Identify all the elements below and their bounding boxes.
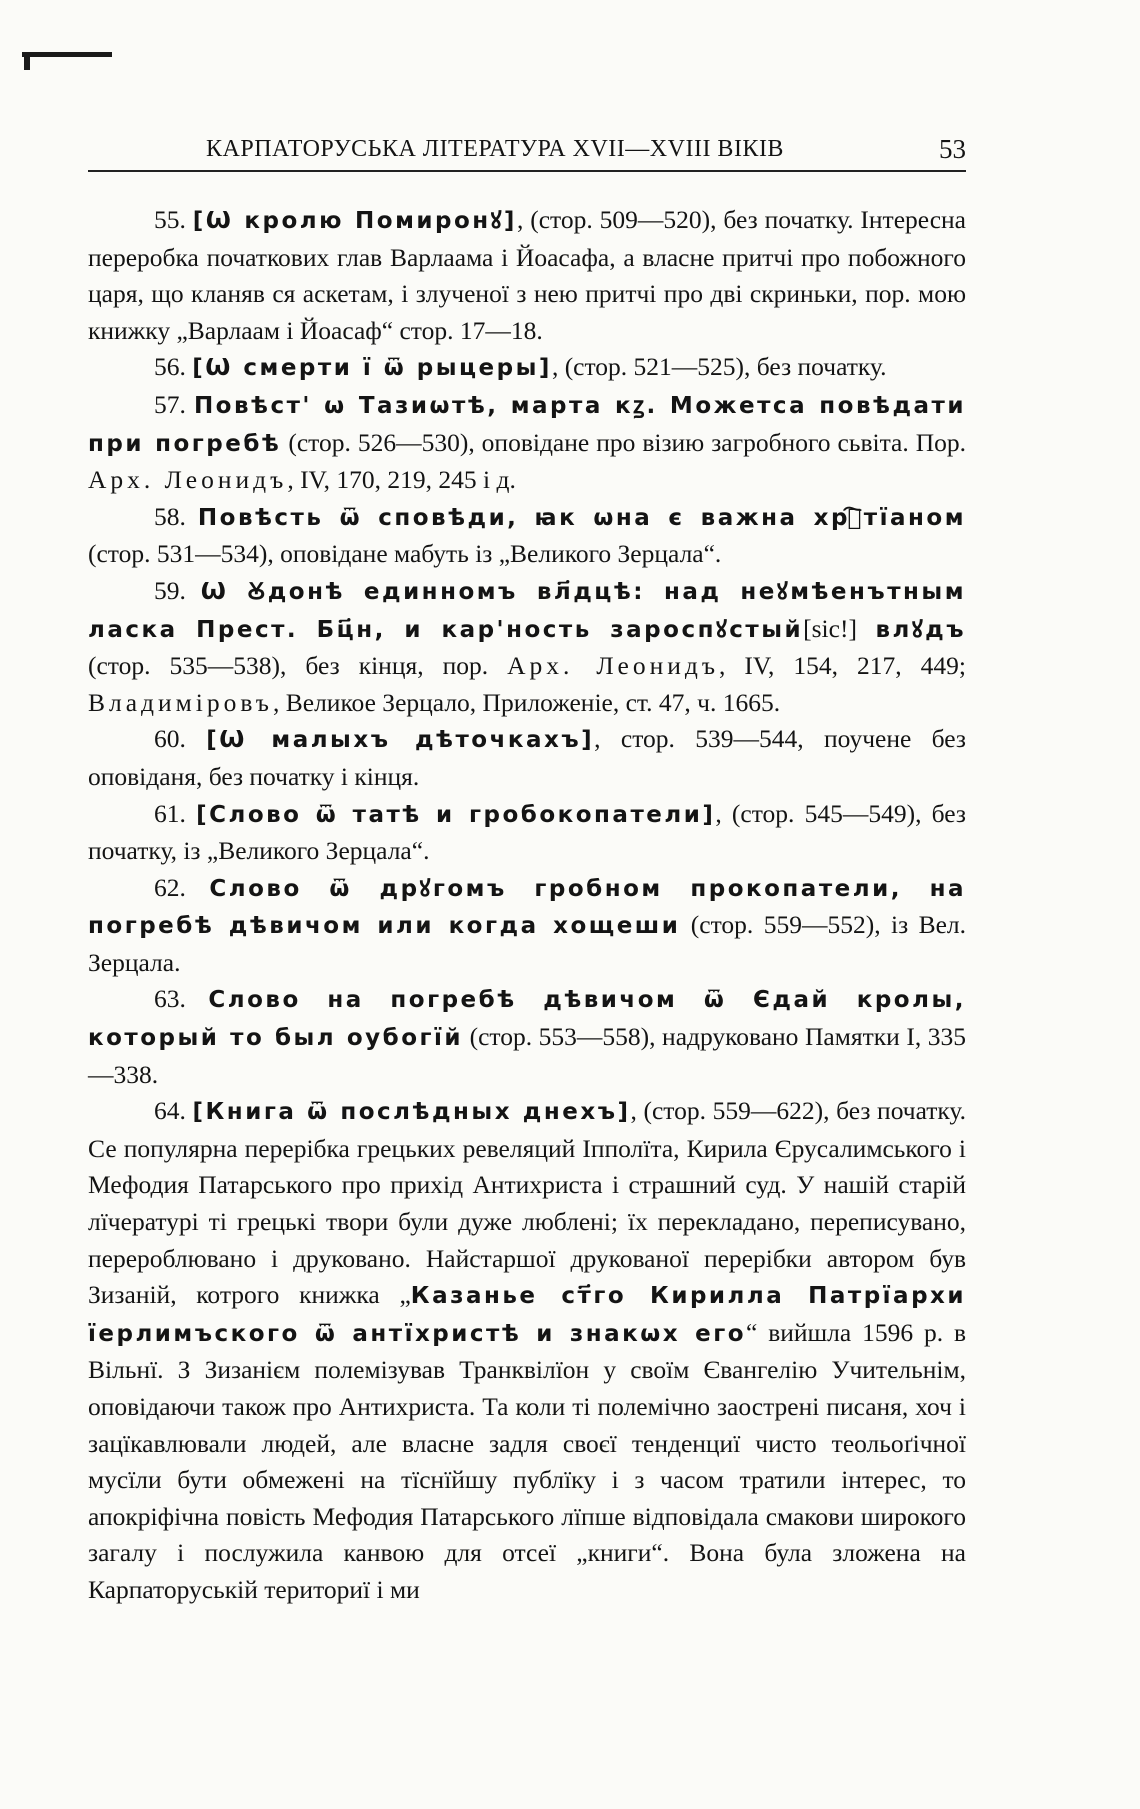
page-number: 53	[939, 134, 966, 164]
entry-64	[88, 1093, 966, 1608]
entry-60	[88, 721, 966, 795]
entry-text-continued: “ вийшла 1596 р. в Вільнї. З Зизанієм полемізував Транквілїон у своїм Євангелію Учительнім, оповідаючи також про Антихриста. Та коли ті полемічно заострені писаня, хоч і зацїкавлювали людей, але власне задля своєї тенденциї чисто теольоґічної мусїли бути обмежені на тїснїйшу публїку і з часом тратили інтерес, то апокріфічна повість Мефодия Патарського лїпше відповідала смакови широкого загалу і послужила канвою для отсеї „книги“. Вона була зложена на Карпаторуській териториї і ми	[88, 1317, 966, 1604]
entry-heading: [Книга ѿ послѣдных днехъ]	[192, 1099, 631, 1126]
entry-63	[88, 981, 966, 1093]
entry-text: , (стор. 559—622), без початку. Се популярна перерібка грецьких ревеляций Іпполїта, Кирила Єрусалимського і Мефодия Патарського про прихід Антихриста і страшний суд. У нашій старій лїчературі ті грецькі твори були дуже люблені; їх перекладано, переписувано, перероблювано і друковано. Найстаршої друкованої перерібки автором був Зизаній, котрого книжка „	[88, 1096, 967, 1310]
corner-tick	[24, 52, 30, 70]
entry-text: , (стор. 509—520), без початку. Інтересна переробка початкових глав Варлаама і Йоасафа, а власне притчі про побожного царя, що кланяв ся аскетам, і злученої з нею притчі про дві скриньки, пор. мою книжку „Варлаам і Йоасаф“ стор. 17—18.	[88, 205, 967, 345]
page	[88, 130, 966, 1609]
author-name-second: Владиміровъ	[88, 687, 273, 717]
entry-heading: Повѣст' ѡ Тазиѡтѣ, марта кꙁ. Можетса повѣдати при погребѣ	[88, 392, 966, 457]
corner-rule	[22, 52, 112, 57]
entry-text: (стор. 531—534), оповідане мабуть із „Великого Зерцала“.	[88, 539, 722, 569]
entry-61	[88, 796, 966, 870]
entry-text: (стор. 553—558), надруковано Памятки І, 335—338.	[88, 1022, 966, 1089]
entry-number: 62.	[154, 872, 186, 902]
entry-text: (стор. 535—538), без кінця, пор.	[88, 651, 508, 681]
entry-number: 59.	[154, 575, 186, 605]
entry-heading: [Ѡ малыхъ дѣточкахъ]	[206, 727, 595, 754]
entry-number: 58.	[154, 501, 186, 531]
entry-number: 60.	[154, 724, 186, 754]
entry-number: 61.	[154, 798, 186, 828]
entry-heading: [Ѡ кролю Помиронꙋ]	[192, 208, 517, 234]
entry-56	[88, 349, 966, 387]
entry-text-end: , Великое Зерцало, Приложеніе, ст. 47, ч. 1665.	[273, 687, 781, 717]
entry-number: 55.	[154, 205, 186, 234]
entry-heading-continued: влꙋдъ	[856, 616, 966, 643]
entry-heading: Слово на погребѣ дѣвичом ѿ Єдай кролы, который то был оубогїй	[88, 987, 966, 1052]
entry-list	[88, 202, 966, 1609]
entry-57	[88, 387, 966, 499]
entry-heading: [Ѡ смерти ї ѿ рыцеры]	[192, 355, 552, 382]
author-name: Арх. Леонидъ	[507, 651, 720, 681]
entry-number: 64.	[154, 1096, 186, 1126]
entry-heading: Слово ѿ дрꙋгомъ гробном прокопатели, на погребѣ дѣвичом или когда хощеши	[88, 875, 966, 940]
entry-text: (стор. 526—530), оповідане про візию загробного сьвіта. Пор.	[281, 427, 967, 457]
entry-number: 57.	[154, 389, 186, 419]
entry-heading: [Слово ѿ татѣ и гробокопатели]	[196, 801, 716, 828]
entry-heading: Повѣсть ѿ сповѣди, ꙗк ѡна є важна хрⷭ҇тїаном	[197, 504, 966, 531]
entry-62	[88, 870, 966, 982]
running-head	[88, 130, 966, 172]
entry-number: 56.	[154, 352, 186, 382]
author-name: Арх. Леонидъ	[88, 465, 288, 495]
quoted-book-title: Казанье ст҃го Кирилла Патрїархи їерлимъского ѿ антїхристѣ и знакѡх его	[88, 1283, 966, 1347]
entry-text-continued: , IV, 154, 217, 449;	[719, 651, 966, 681]
entry-text: , стор. 539—544, поучене без оповіданя, без початку і кінця.	[88, 724, 967, 791]
page-corner-mark	[22, 52, 112, 61]
entry-text: , (стор. 521—525), без початку.	[551, 352, 887, 382]
entry-text-continued: , IV, 170, 219, 245 і д.	[287, 465, 516, 495]
entry-text: , (стор. 545—549), без початку, із „Великого Зерцала“.	[88, 798, 967, 866]
entry-58	[88, 499, 966, 573]
entry-55	[88, 202, 966, 349]
entry-text: (стор. 559—552), із Вел. Зерцала.	[88, 910, 966, 977]
entry-59	[88, 573, 966, 721]
entry-number: 63.	[154, 984, 186, 1014]
running-title: КАРПАТОРУСЬКА ЛІТЕРАТУРА XVII—XVIII ВІКІВ	[206, 136, 784, 162]
entry-heading: Ѡ Ꙋдонѣ единномъ вл҃дцѣ: над неꙋмѣенътным ласка Прест. Бц҃н, и кар'ность зароспꙋстый	[88, 578, 967, 643]
sic-note: [sic!]	[803, 613, 857, 643]
